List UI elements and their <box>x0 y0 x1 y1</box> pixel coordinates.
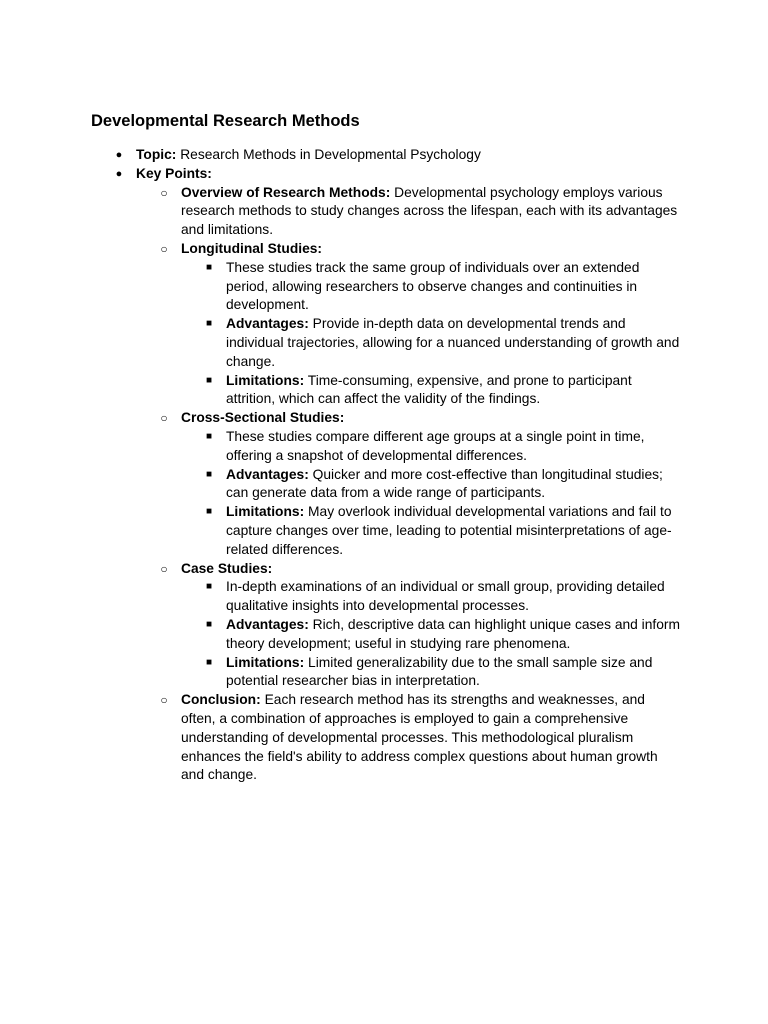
filled-circle-bullet-icon: ● <box>115 149 123 161</box>
topic-text: Research Methods in Developmental Psychology <box>180 147 481 162</box>
longitudinal-limitations-item <box>205 372 681 410</box>
document-content <box>0 146 768 785</box>
filled-circle-bullet-icon: ● <box>115 167 123 180</box>
conclusion-text: Each research method has its strengths and weaknesses, and often, a combination of approaches is employed to gain a comprehensive understanding of developmental processes. This methodological pluralism enhances the field's ability to address complex questions about human growth and change. <box>181 692 658 783</box>
list-item-longitudinal <box>160 240 681 409</box>
longitudinal-advantages-label: Advantages: <box>226 316 309 332</box>
cross-sectional-limitations-text: May overlook individual developmental variations and fail to capture changes over time, leading to potential misinterpretations of age-related differences. <box>226 504 672 557</box>
list-item-overview <box>160 184 681 240</box>
longitudinal-list <box>181 259 681 409</box>
hollow-circle-bullet-icon: ○ <box>160 561 168 576</box>
case-studies-advantages-label: Advantages: <box>226 616 309 632</box>
hollow-circle-bullet-icon: ○ <box>160 411 168 426</box>
square-bullet-icon: ■ <box>205 468 213 480</box>
cross-sectional-limitations-item <box>205 503 681 559</box>
cross-sectional-advantages-text: Quicker and more cost-effective than longitudinal studies; can generate data from a wide range of participants. <box>226 466 663 501</box>
case-studies-label: Case Studies: <box>181 560 273 576</box>
longitudinal-limitations-label: Limitations: <box>226 372 305 388</box>
case-studies-description: In-depth examinations of an individual or small group, providing detailed qualitative insights into developmental processes. <box>226 579 665 614</box>
cross-sectional-advantages-label: Advantages: <box>226 466 309 482</box>
cross-sectional-description: These studies compare different age groups at a single point in time, offering a snapshot of developmental differences. <box>226 428 645 463</box>
square-bullet-icon: ■ <box>205 318 213 330</box>
document-title: Developmental Research Methods <box>91 112 360 130</box>
longitudinal-advantages-item <box>205 315 681 371</box>
cross-sectional-list <box>181 428 681 560</box>
case-studies-list <box>181 578 681 691</box>
cross-sectional-description-item <box>205 428 681 466</box>
square-bullet-icon: ■ <box>205 430 213 442</box>
longitudinal-limitations-text: Time-consuming, expensive, and prone to participant attrition, which can affect the validity of the findings. <box>226 372 632 407</box>
list-item-conclusion <box>160 691 681 785</box>
topic-label: Topic: <box>136 147 177 162</box>
case-studies-description-item <box>205 578 681 616</box>
longitudinal-advantages-text: Provide in-depth data on developmental trends and individual trajectories, allowing for a nuanced understanding of growth and change. <box>226 316 680 369</box>
case-studies-limitations-item <box>205 654 681 692</box>
overview-label: Overview of Research Methods: <box>181 184 391 200</box>
case-studies-limitations-label: Limitations: <box>226 654 305 670</box>
cross-sectional-advantages-item <box>205 466 681 504</box>
list-item-case-studies <box>160 560 681 692</box>
case-studies-advantages-item <box>205 616 681 654</box>
square-bullet-icon: ■ <box>205 261 213 273</box>
case-studies-advantages-text: Rich, descriptive data can highlight unique cases and inform theory development; useful in studying rare phenomena. <box>226 616 681 651</box>
hollow-circle-bullet-icon: ○ <box>160 693 168 708</box>
cross-sectional-limitations-label: Limitations: <box>226 504 305 520</box>
cross-sectional-label: Cross-Sectional Studies: <box>181 410 345 426</box>
hollow-circle-bullet-icon: ○ <box>160 185 168 200</box>
square-bullet-icon: ■ <box>205 374 213 386</box>
case-studies-limitations-text: Limited generalizability due to the small sample size and potential researcher bias in interpretation. <box>226 654 653 689</box>
hollow-circle-bullet-icon: ○ <box>160 241 168 256</box>
square-bullet-icon: ■ <box>205 506 213 518</box>
conclusion-label: Conclusion: <box>181 692 261 708</box>
top-level-list <box>0 146 768 785</box>
longitudinal-description-item <box>205 259 681 315</box>
square-bullet-icon: ■ <box>205 618 213 630</box>
overview-text: Developmental psychology employs various research methods to study changes across the lifespan, each with its advantages and limitations. <box>181 184 678 238</box>
square-bullet-icon: ■ <box>205 581 213 593</box>
list-item-topic <box>115 146 681 165</box>
key-points-list <box>136 184 681 786</box>
longitudinal-description: These studies track the same group of individuals over an extended period, allowing researchers to observe changes and continuities in development. <box>226 259 640 313</box>
list-item-key-points <box>115 165 681 785</box>
list-item-cross-sectional <box>160 409 681 559</box>
square-bullet-icon: ■ <box>205 656 213 668</box>
key-points-label: Key Points: <box>136 165 212 181</box>
longitudinal-label: Longitudinal Studies: <box>181 240 323 256</box>
